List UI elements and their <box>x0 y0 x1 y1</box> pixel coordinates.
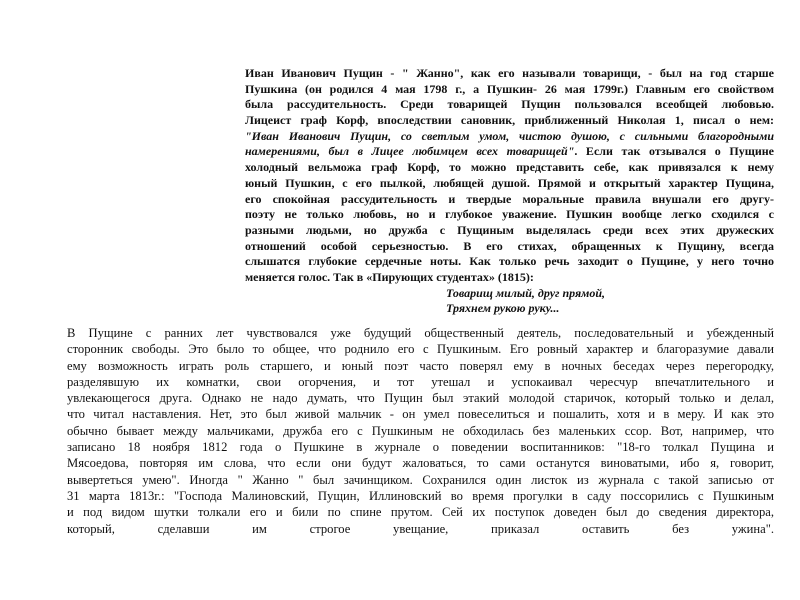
text-line: который, сделавши им строгое увещание, приказал оставить без ужина". <box>67 521 774 536</box>
text-line <box>245 207 774 223</box>
text-line <box>245 113 774 129</box>
text-segment: меняется голос. Так в «Пирующих студентах» (1815): <box>245 269 534 284</box>
text-line <box>245 239 774 255</box>
text-line: ему возможность играть роль старшего, и юный поэт часто поверял ему в ночных беседах через перегородку, <box>67 358 774 373</box>
text-segment: Иван Иванович Пущин - " Жанно", как его называли товарищи, - был на год старше <box>245 66 774 80</box>
text-line: Мясоедова, повторяя им слова, что если они будут жаловаться, то сами останутся виноватыми, ибо я, говорит, <box>67 456 774 471</box>
text-line <box>245 160 774 176</box>
text-line <box>245 144 774 160</box>
poem-line: Товарищ милый, друг прямой, <box>446 285 606 300</box>
text-line <box>245 129 774 145</box>
text-segment: слышатся глубокие сердечные ноты. Как только речь заходит о Пущине, у него точно <box>245 254 774 269</box>
text-segment: была рассудительность. Среди товарищей Пущин пользовался всеобщей любовью. <box>245 97 774 112</box>
text-line <box>245 82 774 98</box>
text-segment: холодный вельможа граф Корф, то можно представить себе, как привязался к нему <box>245 160 774 175</box>
quote-text: "Иван Иванович Пущин, со светлым умом, чистою душою, с сильными благородными <box>245 128 774 143</box>
bottom-paragraph <box>67 325 774 537</box>
text-line: увлекающегося друга. Однако не надо думать, что Пущин был этакий молодой старичок, который только и делал, <box>67 391 774 406</box>
text-line <box>245 176 774 192</box>
text-segment: его спокойная рассудительность и твердые моральные правила внушали его другу- <box>245 191 774 206</box>
text-line <box>245 223 774 239</box>
text-line: разделявшую их комнатки, свои огорчения, и тот утешал и успокаивал чересчур впечатлительного и <box>67 374 774 389</box>
text-line <box>245 254 774 270</box>
text-line <box>245 270 774 286</box>
text-segment: Пушкина (он родился 4 мая 1798 г., а Пушкин- 26 мая 1799г.) Главным его свойством <box>245 81 774 96</box>
text-line: вывертеться умею". Иногда " Жанно " был зачинщиком. Сохранился один листок из журнала с такой записью от <box>67 472 774 487</box>
text-segment: . Если так отзывался о Пущине <box>574 144 774 159</box>
quote-text: намерениями, был в Лицее любимцем всех товарищей" <box>245 144 575 159</box>
text-segment: отношений особой серьезностью. В его стихах, обращенных к Пущину, всегда <box>245 238 774 253</box>
text-line: 31 марта 1813г.: "Господа Малиновский, Пущин, Иллиновский во время прогулки в саду поссорились с Пушкиным <box>67 488 774 503</box>
text-segment: Лицеист граф Корф, впоследствии сановник, приближенный Николая 1, писал о нем: <box>245 113 774 128</box>
text-segment: поэту не только любовь, но и глубокое уважение. Пушкин вообще легко сходился с <box>245 207 774 222</box>
text-line: В Пущине с ранних лет чувствовался уже будущий общественный деятель, последовательный и убежденный <box>67 326 774 340</box>
poem-line: Тряхнем рукою руку... <box>446 301 560 316</box>
text-line: и под видом шутки толкали его и били по спине прутом. Сей их поступок доведен был до сведения директора, <box>67 505 774 520</box>
text-line <box>245 66 774 82</box>
text-segment: юный Пушкин, с его пылкой, любящей душой. Прямой и открытый характер Пущина, <box>245 175 774 190</box>
top-paragraph <box>245 66 774 317</box>
text-line: обычно бывает между мальчиками, дружба его с Пушкиным не обходилась без маленьких ссор. Вот, например, что <box>67 423 774 438</box>
text-line: записано 18 ноября 1812 года о Пушкине в журнале о поведении воспитанников: "18-го толкал Пущина и <box>67 440 774 455</box>
text-line <box>245 97 774 113</box>
text-line: сторонник свободы. Это было то общее, что роднило его с Пушкиным. Его ровный характер и благоразумие давали <box>67 342 774 357</box>
text-line: что читал наставления. Нет, это был живой мальчик - он умел повеселиться и пошалить, хотя и в меру. И как это <box>67 407 774 422</box>
text-segment: разными людьми, но дружба с Пущиным выделялась среди всех этих дружеских <box>245 222 774 237</box>
text-line <box>245 192 774 208</box>
